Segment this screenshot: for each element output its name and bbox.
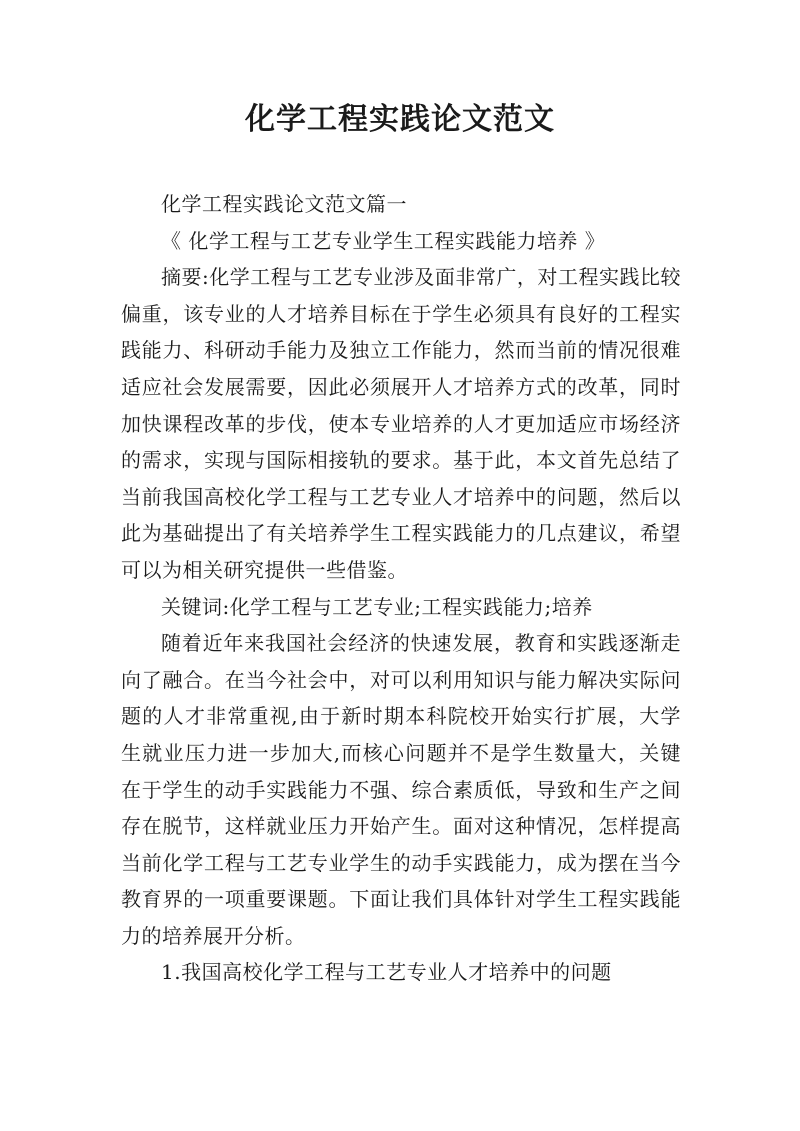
article-heading: 化学工程实践论文范文篇一 — [161, 192, 407, 216]
section-heading: 1.我国高校化学工程与工艺专业人才培养中的问题 — [161, 960, 612, 985]
abstract-paragraph: 摘要:化学工程与工艺专业涉及面非常广，对工程实践比较偏重，该专业的人才培养目标在于学生必须具有良好的工程实践能力、科研动手能力及独立工作能力，然而当前的情况很难适应社会发展需要，因此必须展开人才培养方式的改革，同时加快课程改革的步伐，使本专业培养的人才更加适应市场经济的需求，实现与国际相接轨的要求。基于此，本文首先总结了当前我国高校化学工程与工艺专业人才培养中的问题，然后以此为基础提出了有关培养学生工程实践能力的几点建议，希望可以为相关研究提供一些借鉴。 — [121, 265, 681, 582]
intro-paragraph: 随着近年来我国社会经济的快速发展，教育和实践逐渐走向了融合。在当今社会中，对可以利用知识与能力解决实际问题的人才非常重视,由于新时期本科院校开始实行扩展，大学生就业压力进一步加大,而核心问题并不是学生数量大，关键在于学生的动手实践能力不强、综合素质低，导致和生产之间存在脱节，这样就业压力开始产生。面对这种情况，怎样提高当前化学工程与工艺专业学生的动手实践能力，成为摆在当今教育界的一项重要课题。下面让我们具体针对学生工程实践能力的培养展开分析。 — [121, 631, 681, 948]
document-body — [121, 186, 681, 991]
document-title: 化学工程实践论文范文 — [245, 102, 555, 137]
keywords-paragraph: 关键词:化学工程与工艺专业;工程实践能力;培养 — [161, 594, 593, 619]
article-subtitle: 《 化学工程与工艺专业学生工程实践能力培养 》 — [161, 228, 606, 253]
